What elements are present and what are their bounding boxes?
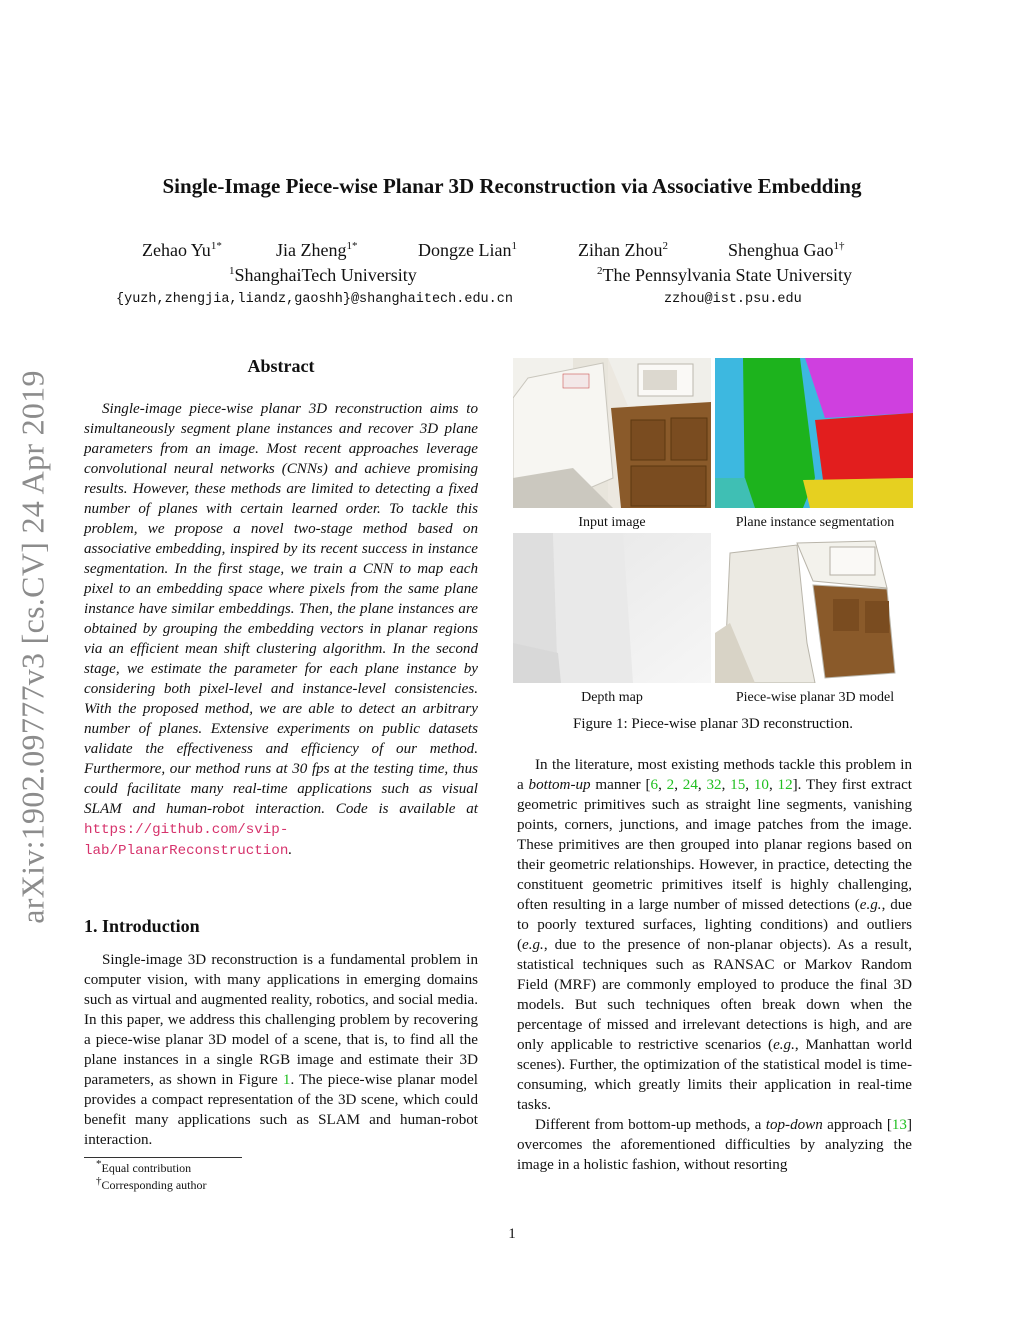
citation-link[interactable]: 24 <box>682 777 698 793</box>
depth-map-image <box>513 533 711 683</box>
citation-link[interactable]: 13 <box>891 1117 907 1133</box>
paper-title: Single-Image Piece-wise Planar 3D Reconstruction via Associative Embedding <box>162 174 862 198</box>
affiliation-2: $^2$The Pennsylvania State University <box>597 265 852 285</box>
email-2[interactable]: zzhou@ist.psu.edu <box>664 292 802 307</box>
email-1[interactable]: {yuzh,zhengjia,liandz,gaoshh}@shanghaitech.edu.cn <box>116 292 513 307</box>
intro-heading: 1. Introduction <box>84 916 200 936</box>
citation-link[interactable]: 15 <box>730 777 746 793</box>
author-3: Dongze Lian$^1$ <box>418 240 517 260</box>
code-link[interactable]: https://github.com/svip-lab/PlanarReconstruction <box>84 822 289 859</box>
footnote-corresponding: †Corresponding author <box>96 1175 207 1192</box>
citation-link[interactable]: 6 <box>650 777 659 793</box>
author-4: Zihan Zhou$^2$ <box>578 240 668 260</box>
planar-3d-model-image <box>715 533 913 683</box>
caption-depth-map: Depth map <box>581 690 643 705</box>
segmentation-image <box>715 358 913 508</box>
caption-segmentation: Plane instance segmentation <box>735 515 895 530</box>
right-column-text: In the literature, most existing methods tackle this problem in a bottom-up manner [6, 2, 24, 32, 15, 10, 12]. They first extract geometric primitives such as straight line segments, vanishing points, corners, junctions, and image patches from the image. These primitives are then grouped into planar regions based on their geometric relationships. However, in practice, detecting the constituent geometric primitives itself is highly challenging, often resulting in a large number of missed detections (e.g., due to poorly textured surfaces, lighting conditions) and outliers (e.g., due to the presence of non-planar objects). As a result, statistical techniques such as RANSAC or Markov Random Field (MRF) are commonly employed to produce the final 3D models. But such techniques often break down when the percentage of missed and irrelevant detections is high, and are only applicable to restrictive scenarios (e.g., Manhattan world scenes). Further, the optimization of the statistical model is time-consuming, which greatly limits their application in real-time tasks. Different from bottom-up methods, a top-down approach [13] overcomes the aforementioned difficulties by analyzing the image in a holistic fashion, without resorting <box>517 757 913 1173</box>
footnote-equal: *Equal contribution <box>96 1158 192 1175</box>
page-number: 1 <box>508 1226 516 1242</box>
footnote-rule <box>84 1157 242 1158</box>
author-2: Jia Zheng$^{1*}$ <box>276 240 358 260</box>
citation-link[interactable]: 32 <box>706 777 722 793</box>
figure-1 <box>513 358 913 748</box>
input-image <box>513 358 711 508</box>
arxiv-stamp: arXiv:1902.09777v3 [cs.CV] 24 Apr 2019 <box>14 370 51 924</box>
citation-link[interactable]: 10 <box>753 777 769 793</box>
citation-link[interactable]: 2 <box>666 777 675 793</box>
author-1: Zehao $Yu^{1*}$ <box>142 240 222 260</box>
author-5: Shenghua Gao$^{1\dagger}$ <box>728 240 845 260</box>
abstract-heading: Abstract <box>247 356 315 376</box>
caption-input-image: Input image <box>578 515 646 530</box>
abstract-text: Single-image piece-wise planar 3D reconstruction aims to simultaneously segment plane instances and recover 3D plane parameters from an image. Most recent approaches leverage convolutional neural networks (CNNs) and achieve promising results. However, these methods are limited to detecting a fixed number of planes with certain learned order. To tackle this problem, we propose a novel two-stage method based on associative embedding, inspired by its recent success in instance segmentation. In the first stage, we train a CNN to map each pixel to an embedding space where pixels from the same plane instance have similar embeddings. Then, the plane instances are obtained by grouping the embedding vectors in planar regions via an efficient mean shift clustering algorithm. In the second stage, we estimate the parameter for each plane instance by considering both pixel-level and instance-level consistencies. With the proposed method, we are able to detect an arbitrary number of planes. Extensive experiments on public datasets validate the effectiveness and efficiency of our method. Furthermore, our method runs at 30 fps at the testing time, thus could facilitate many real-time applications such as visual SLAM and human-robot interaction. Code is available at https://github.com/svip-lab/PlanarReconstruction. <box>84 401 478 859</box>
affiliation-1: $^1$ShanghaiTech University <box>229 265 417 285</box>
citation-link[interactable]: 12 <box>777 777 793 793</box>
figure-ref-link[interactable]: 1 <box>282 1072 291 1088</box>
intro-paragraph: Single-image 3D reconstruction is a fundamental problem in computer vision, with many applications in emerging domains such as virtual and augmented reality, robotics, and social media. In this paper, we address this challenging problem by recovering a piece-wise planar 3D model of a scene, that is, to find all the plane instances in a single RGB image and estimate their 3D parameters, as shown in Figure 1. The piece-wise planar model provides a compact representation of the 3D scene, which could benefit many applications such as SLAM and human-robot interaction. <box>84 952 478 1148</box>
figure-1-caption: Figure 1: Piece-wise planar 3D reconstruction. <box>573 716 853 732</box>
caption-3d-model: Piece-wise planar 3D model <box>735 690 895 705</box>
